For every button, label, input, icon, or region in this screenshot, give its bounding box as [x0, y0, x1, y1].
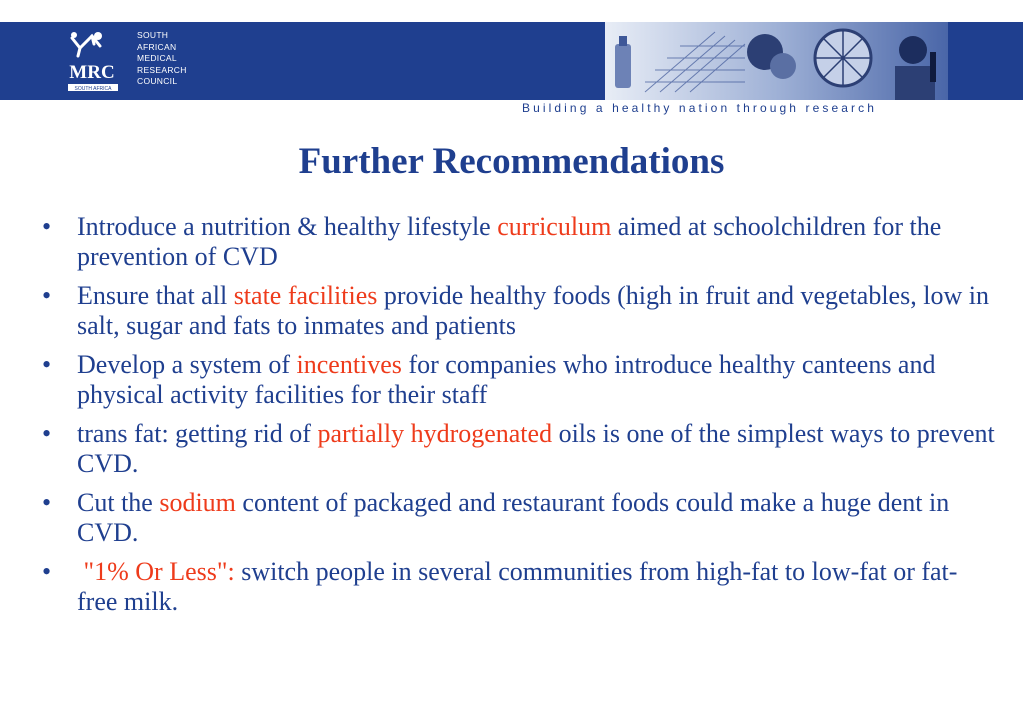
item-text: Cut the: [77, 488, 160, 517]
recommendations-list: [40, 212, 995, 626]
svg-text:MRC: MRC: [69, 62, 115, 83]
bullet: •: [42, 212, 52, 241]
item-text: switch people in several communities from high-fat to low-fat or fat-free milk.: [77, 557, 958, 616]
list-item: [40, 557, 995, 617]
org-line: COUNCIL: [137, 76, 178, 87]
header-photo-collage: [605, 22, 948, 100]
mrc-logo: [58, 22, 130, 100]
item-text: aimed at schoolchildren for the prevention of CVD: [77, 212, 942, 271]
org-line: SOUTH: [137, 30, 169, 40]
list-item: [40, 281, 995, 341]
item-text: Develop a system of: [77, 350, 297, 379]
item-highlight: partially hydrogenated: [317, 419, 553, 448]
organization-name: [137, 30, 187, 88]
header-banner: [0, 22, 1023, 100]
item-highlight: incentives: [296, 350, 402, 379]
org-line: AFRICAN: [137, 41, 177, 52]
item-highlight: "1% Or Less":: [83, 557, 235, 586]
item-highlight: state facilities: [233, 281, 378, 310]
svg-text:SOUTH AFRICA: SOUTH AFRICA: [74, 86, 112, 92]
item-text: Ensure that all: [77, 281, 234, 310]
item-text: Introduce a nutrition & healthy lifestyle: [77, 212, 498, 241]
list-item: [40, 419, 995, 479]
slide-title: Further Recommendations: [298, 141, 725, 182]
item-highlight: curriculum: [497, 212, 612, 241]
item-text: oils is one of the simplest ways to prevent CVD.: [77, 419, 995, 478]
item-text: content of packaged and restaurant foods could make a huge dent in CVD.: [77, 488, 950, 547]
bullet: •: [42, 488, 52, 517]
org-line: RESEARCH: [137, 64, 187, 75]
item-text: provide healthy foods (high in fruit and vegetables, low in salt, sugar and fats to inmates and patients: [77, 281, 989, 340]
list-item: [40, 488, 995, 548]
item-text: trans fat: getting rid of: [77, 419, 318, 448]
item-text: for companies who introduce healthy canteens and physical activity facilities for their staff: [77, 350, 936, 409]
bullet: •: [42, 557, 52, 586]
tagline: Building a healthy nation through research: [521, 101, 877, 115]
bullet: •: [42, 281, 52, 310]
bullet: •: [42, 419, 52, 448]
bullet: •: [42, 350, 52, 379]
item-highlight: sodium: [159, 488, 236, 517]
list-item: [40, 350, 995, 410]
org-line: MEDICAL: [137, 53, 177, 64]
list-item: [40, 212, 995, 272]
